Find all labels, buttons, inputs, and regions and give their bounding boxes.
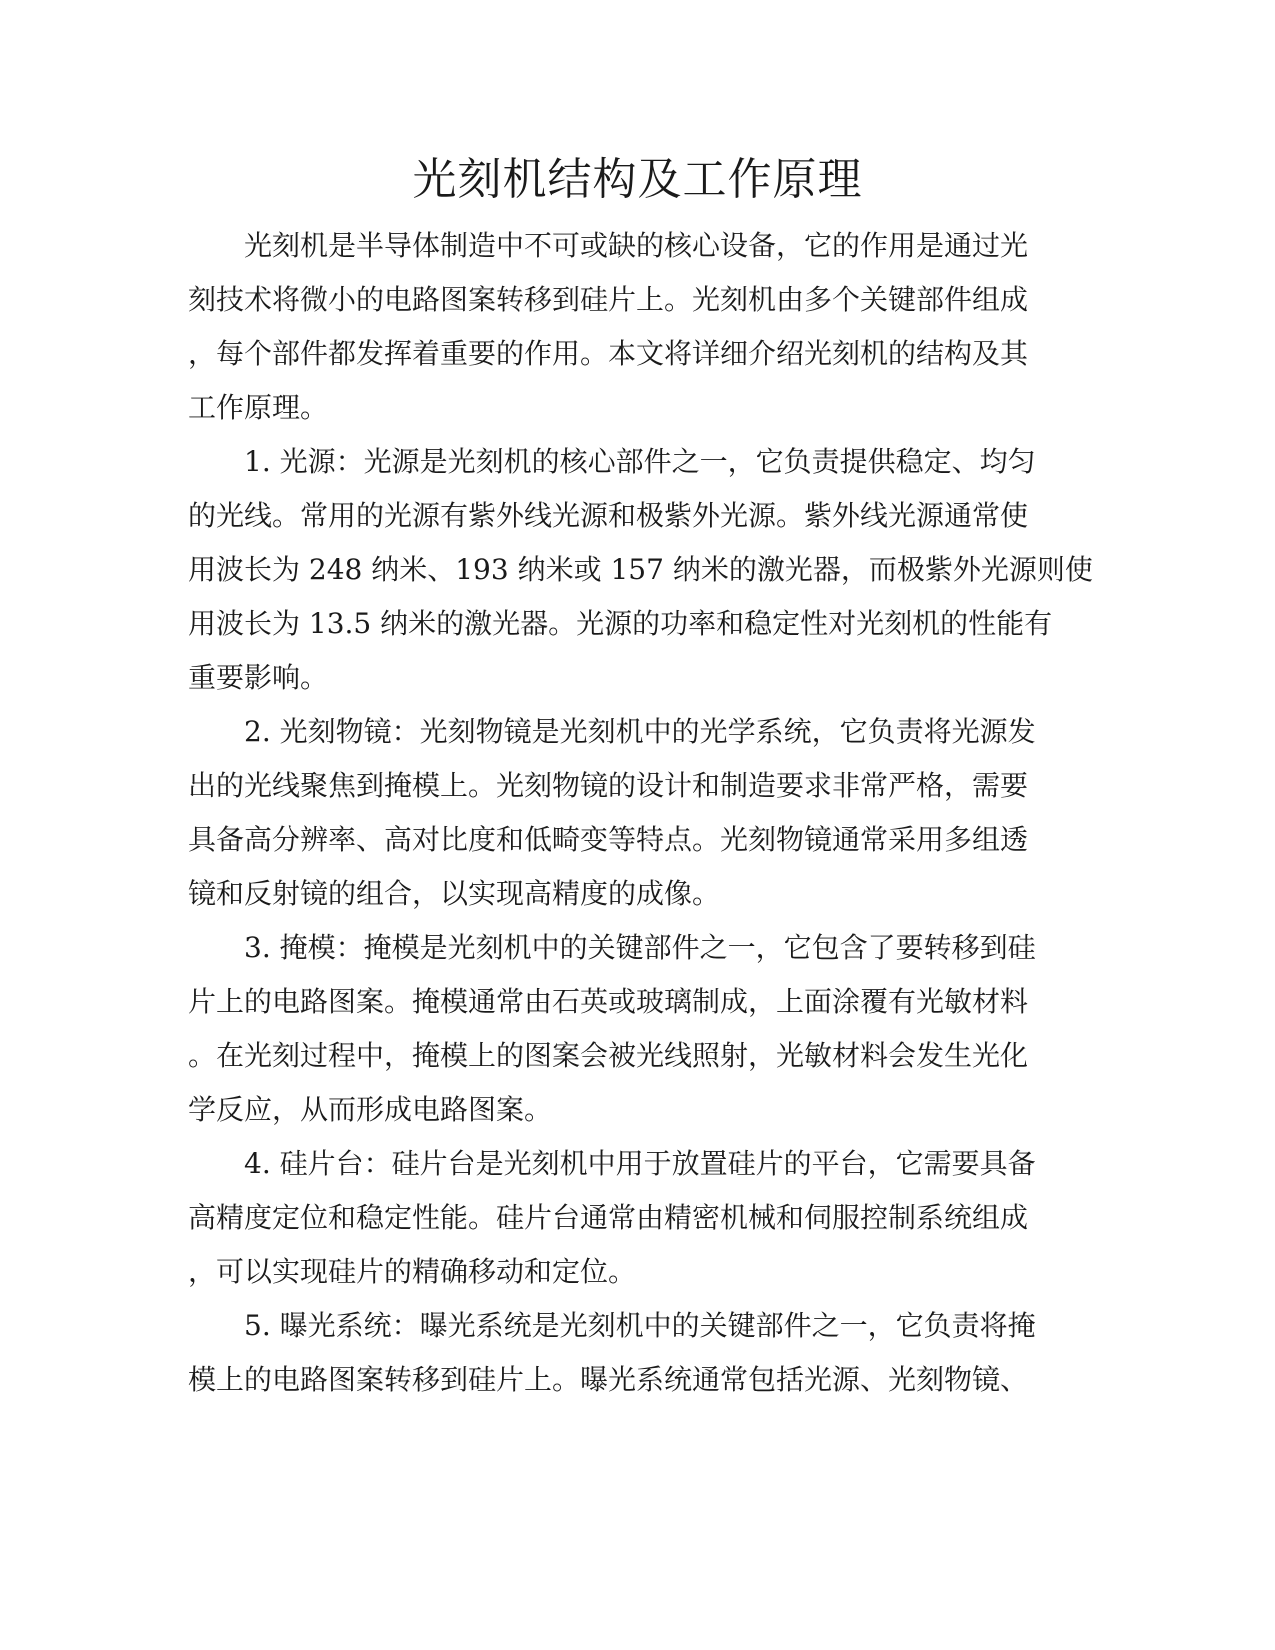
section-4-line-2: 高精度定位和稳定性能。硅片台通常由精密机械和伺服控制系统组成 [188, 1201, 1029, 1234]
section-1-line-2: 的光线。常用的光源有紫外线光源和极紫外光源。紫外线光源通常使 [188, 499, 1029, 532]
section-3-line-3: 。在光刻过程中，掩模上的图案会被光线照射，光敏材料会发生光化 [188, 1039, 1029, 1072]
section-1-line-4: 用波长为 13.5 纳米的激光器。光源的功率和稳定性对光刻机的性能有 [188, 607, 1053, 640]
intro-line-2: 刻技术将微小的电路图案转移到硅片上。光刻机由多个关键部件组成 [188, 283, 1029, 316]
section-2-line-4: 镜和反射镜的组合，以实现高精度的成像。 [188, 877, 721, 910]
intro-line-1: 光刻机是半导体制造中不可或缺的核心设备，它的作用是通过光 [244, 229, 1029, 262]
section-4-line-1: 4. 硅片台：硅片台是光刻机中用于放置硅片的平台，它需要具备 [244, 1147, 1036, 1180]
intro-line-3: ，每个部件都发挥着重要的作用。本文将详细介绍光刻机的结构及其 [188, 337, 1029, 370]
section-1-line-5: 重要影响。 [188, 661, 329, 694]
section-2-line-2: 出的光线聚焦到掩模上。光刻物镜的设计和制造要求非常严格，需要 [188, 769, 1029, 802]
section-3-line-4: 学反应，从而形成电路图案。 [188, 1093, 553, 1126]
intro-line-4: 工作原理。 [188, 391, 329, 424]
section-5-line-2: 模上的电路图案转移到硅片上。曝光系统通常包括光源、光刻物镜、 [188, 1363, 1029, 1396]
section-4-line-3: ，可以实现硅片的精确移动和定位。 [188, 1255, 637, 1288]
section-3-line-1: 3. 掩模：掩模是光刻机中的关键部件之一，它包含了要转移到硅 [244, 931, 1036, 964]
section-1-line-1: 1. 光源：光源是光刻机的核心部件之一，它负责提供稳定、均匀 [244, 445, 1036, 478]
section-3-line-2: 片上的电路图案。掩模通常由石英或玻璃制成，上面涂覆有光敏材料 [188, 985, 1029, 1018]
section-2-line-3: 具备高分辨率、高对比度和低畸变等特点。光刻物镜通常采用多组透 [188, 823, 1029, 856]
section-1-line-3: 用波长为 248 纳米、193 纳米或 157 纳米的激光器，而极紫外光源则使 [188, 553, 1093, 586]
section-2-line-1: 2. 光刻物镜：光刻物镜是光刻机中的光学系统，它负责将光源发 [244, 715, 1036, 748]
document-title: 光刻机结构及工作原理 [412, 154, 863, 205]
section-5-line-1: 5. 曝光系统：曝光系统是光刻机中的关键部件之一，它负责将掩 [244, 1309, 1036, 1342]
